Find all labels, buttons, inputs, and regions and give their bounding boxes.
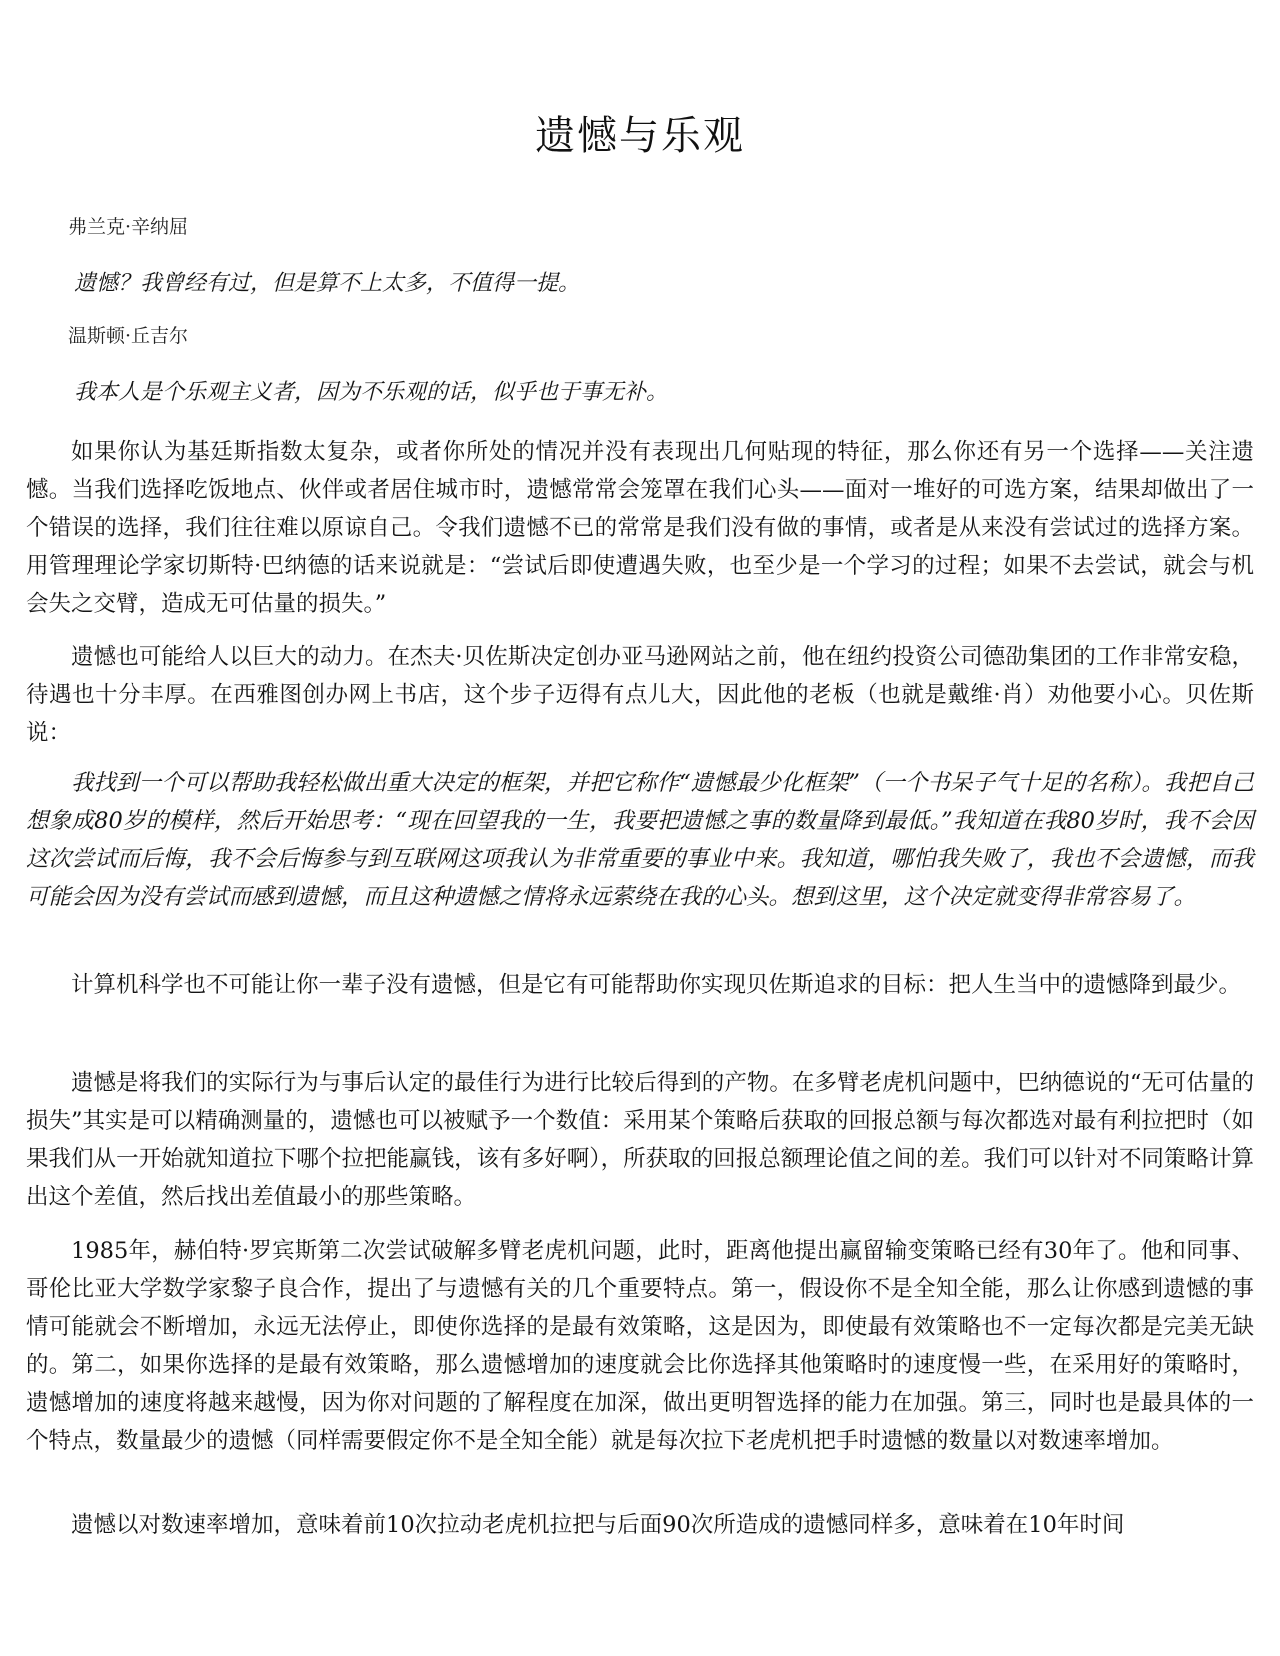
paragraph-regret-intro: 如果你认为基廷斯指数太复杂，或者你所处的情况并没有表现出几何贴现的特征，那么你还有另一个选择——关注遗憾。当我们选择吃饭地点、伙伴或者居住城市时，遗憾常常会笼罩在我们心头——面对一堆好的可选方案，结果却做出了一个错误的选择，我们往往难以原谅自己。令我们遗憾不已的常常是我们没有做的事情，或者是从来没有尝试过的选择方案。用管理理论学家切斯特·巴纳德的话来说就是：“尝试后即使遭遇失败，也至少是一个学习的过程；如果不去尝试，就会与机会失之交臂，造成无可估量的损失。”	[26, 439, 1254, 617]
paragraph-robbins: 1985年，赫伯特·罗宾斯第二次尝试破解多臂老虎机问题，此时，距离他提出赢留输变策略已经有30年了。他和同事、哥伦比亚大学数学家黎子良合作，提出了与遗憾有关的几个重要特点。第一，假设你不是全知全能，那么让你感到遗憾的事情可能就会不断增加，永远无法停止，即使你选择的是最有效策略，这是因为，即使最有效策略也不一定每次都是完美无缺的。第二，如果你选择的是最有效策略，那么遗憾增加的速度就会比你选择其他策略时的速度慢一些，在采用好的策略时，遗憾增加的速度将越来越慢，因为你对问题的了解程度在加深，做出更明智选择的能力在加强。第三，同时也是最具体的一个特点，数量最少的遗憾（同样需要假定你不是全知全能）就是每次拉下老虎机把手时遗憾的数量以对数速率增加。	[26, 1238, 1254, 1454]
paragraph-bezos-quote: 我找到一个可以帮助我轻松做出重大决定的框架，并把它称作“遗憾最少化框架”（一个书呆子气十足的名称）。我把自己想象成80岁的模样，然后开始思考：“现在回望我的一生，我要把遗憾之事的数量降到最低。”我知道在我80岁时，我不会因这次尝试而后悔，我不会后悔参与到互联网这项我认为非常重要的事业中来。我知道，哪怕我失败了，我也不会遗憾，而我可能会因为没有尝试而感到遗憾，而且这种遗憾之情将永远萦绕在我的心头。想到这里，这个决定就变得非常容易了。	[26, 770, 1254, 910]
quote-churchill: 我本人是个乐观主义者，因为不乐观的话，似乎也于事无补。	[74, 380, 669, 405]
paragraph-computer-science: 计算机科学也不可能让你一辈子没有遗憾，但是它有可能帮助你实现贝佐斯追求的目标：把人生当中的遗憾降到最少。	[71, 972, 1242, 998]
page-title: 遗憾与乐观	[535, 113, 745, 159]
paragraph-regret-definition: 遗憾是将我们的实际行为与事后认定的最佳行为进行比较后得到的产物。在多臂老虎机问题中，巴纳德说的“无可估量的损失”其实是可以精确测量的，遗憾也可以被赋予一个数值：采用某个策略后获取的回报总额与每次都选对最有利拉把时（如果我们从一开始就知道拉下哪个拉把能赢钱，该有多好啊），所获取的回报总额理论值之间的差。我们可以针对不同策略计算出这个差值，然后找出差值最小的那些策略。	[26, 1070, 1254, 1210]
quote-author-sinatra: 弗兰克·辛纳屈	[68, 216, 189, 238]
quote-sinatra: 遗憾？我曾经有过，但是算不上太多，不值得一提。	[74, 271, 581, 296]
paragraph-log-growth: 遗憾以对数速率增加，意味着前10次拉动老虎机拉把与后面90次所造成的遗憾同样多，意味着在10年时间	[71, 1512, 1125, 1538]
paragraph-bezos: 遗憾也可能给人以巨大的动力。在杰夫·贝佐斯决定创办亚马逊网站之前，他在纽约投资公司德劭集团的工作非常安稳，待遇也十分丰厚。在西雅图创办网上书店，这个步子迈得有点儿大，因此他的老板（也就是戴维·肖）劝他要小心。贝佐斯说：	[26, 644, 1254, 746]
quote-author-churchill: 温斯顿·丘吉尔	[68, 325, 189, 347]
